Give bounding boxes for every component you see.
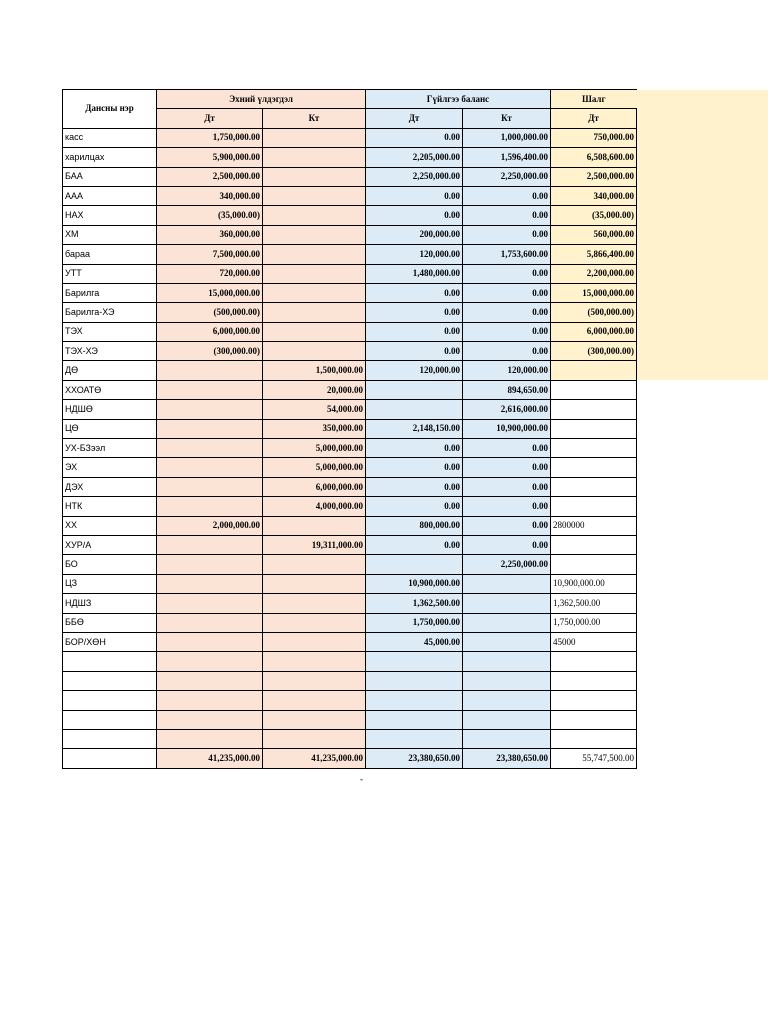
turnover-dt-cell[interactable]: 0.00 — [366, 497, 463, 516]
table-row — [63, 400, 637, 419]
opening-dt-cell[interactable]: 7,500,000.00 — [157, 245, 263, 264]
opening-kt-cell[interactable]: 5,000,000.00 — [263, 439, 366, 458]
closing-dt-cell[interactable] — [551, 710, 637, 729]
turnover-kt-cell[interactable]: 1,596,400.00 — [463, 148, 551, 167]
turnover-kt-cell[interactable] — [463, 652, 551, 671]
closing-dt-cell[interactable] — [551, 477, 637, 496]
closing-dt-cell[interactable]: (500,000.00) — [551, 303, 637, 322]
turnover-kt-cell[interactable]: 0.00 — [463, 458, 551, 477]
account-name-cell[interactable] — [63, 671, 157, 690]
account-name-cell[interactable]: ХХ — [63, 516, 157, 535]
closing-dt-cell[interactable] — [551, 729, 637, 748]
opening-kt-cell[interactable] — [263, 632, 366, 651]
closing-dt-cell[interactable]: 560,000.00 — [551, 225, 637, 244]
turnover-dt-cell[interactable]: 0.00 — [366, 439, 463, 458]
account-name-cell[interactable]: харилцах — [63, 148, 157, 167]
header-row-groups — [63, 90, 637, 109]
table-row — [63, 458, 637, 477]
closing-dt-cell[interactable]: 5,866,400.00 — [551, 245, 637, 264]
turnover-kt-cell[interactable]: 0.00 — [463, 322, 551, 341]
opening-kt-header[interactable]: Кт — [263, 109, 366, 128]
table-row — [63, 516, 637, 535]
turnover-kt-cell[interactable]: 2,250,000.00 — [463, 167, 551, 186]
turnover-kt-cell[interactable] — [463, 691, 551, 710]
table-row — [63, 322, 637, 341]
opening-kt-cell[interactable] — [263, 516, 366, 535]
table-row — [63, 613, 637, 632]
opening-dt-cell[interactable] — [157, 594, 263, 613]
table-row — [63, 225, 637, 244]
totals-label-cell[interactable] — [63, 749, 157, 768]
closing-dt-cell[interactable]: 1,362,500.00 — [551, 594, 637, 613]
opening-dt-cell[interactable] — [157, 361, 263, 380]
opening-kt-cell[interactable] — [263, 264, 366, 283]
opening-kt-cell[interactable] — [263, 283, 366, 302]
turnover-dt-cell[interactable]: 0.00 — [366, 342, 463, 361]
totals-row — [63, 749, 637, 768]
opening-dt-cell[interactable] — [157, 632, 263, 651]
opening-balance-header[interactable]: Эхний үлдэгдэл — [157, 90, 366, 109]
opening-kt-cell[interactable] — [263, 671, 366, 690]
opening-dt-cell[interactable] — [157, 729, 263, 748]
table-row — [63, 167, 637, 186]
opening-kt-cell[interactable] — [263, 206, 366, 225]
turnover-kt-cell[interactable] — [463, 729, 551, 748]
turnover-dt-cell[interactable]: 1,362,500.00 — [366, 594, 463, 613]
turnover-dt-cell[interactable]: 0.00 — [366, 283, 463, 302]
opening-dt-cell[interactable] — [157, 555, 263, 574]
closing-dt-cell[interactable] — [551, 439, 637, 458]
closing-dt-cell[interactable] — [551, 419, 637, 438]
opening-kt-cell[interactable] — [263, 594, 366, 613]
opening-dt-cell[interactable] — [157, 574, 263, 593]
account-name-cell[interactable]: ДӨ — [63, 361, 157, 380]
table-row — [63, 632, 637, 651]
opening-dt-cell[interactable]: (300,000.00) — [157, 342, 263, 361]
opening-dt-cell[interactable]: 2,500,000.00 — [157, 167, 263, 186]
turnover-dt-cell[interactable]: 0.00 — [366, 477, 463, 496]
table-row — [63, 439, 637, 458]
table-row — [63, 283, 637, 302]
closing-dt-cell[interactable] — [551, 361, 637, 380]
turnover-kt-cell[interactable]: 0.00 — [463, 342, 551, 361]
closing-header[interactable]: Шалг — [551, 90, 637, 109]
total-turnover-dt[interactable]: 23,380,650.00 — [366, 749, 463, 768]
turnover-dt-cell[interactable] — [366, 652, 463, 671]
turnover-kt-cell[interactable] — [463, 671, 551, 690]
opening-dt-cell[interactable] — [157, 477, 263, 496]
table-row — [63, 555, 637, 574]
account-name-cell[interactable]: касс — [63, 128, 157, 147]
table-row — [63, 206, 637, 225]
turnover-header[interactable]: Гүйлгээ баланс — [366, 90, 551, 109]
opening-dt-header[interactable]: Дт — [157, 109, 263, 128]
table-row — [63, 710, 637, 729]
table-row — [63, 361, 637, 380]
table-row — [63, 342, 637, 361]
opening-dt-cell[interactable] — [157, 439, 263, 458]
turnover-dt-cell[interactable] — [366, 729, 463, 748]
turnover-kt-cell[interactable]: 0.00 — [463, 206, 551, 225]
account-name-cell[interactable]: ЦЗ — [63, 574, 157, 593]
turnover-kt-cell[interactable] — [463, 594, 551, 613]
turnover-dt-cell[interactable]: 0.00 — [366, 206, 463, 225]
turnover-kt-cell[interactable]: 2,250,000.00 — [463, 555, 551, 574]
turnover-kt-cell[interactable]: 0.00 — [463, 535, 551, 554]
opening-kt-cell[interactable] — [263, 342, 366, 361]
opening-kt-cell[interactable] — [263, 322, 366, 341]
table-row — [63, 128, 637, 147]
opening-dt-cell[interactable]: 340,000.00 — [157, 186, 263, 205]
opening-dt-cell[interactable]: (35,000.00) — [157, 206, 263, 225]
closing-dt-cell[interactable]: (300,000.00) — [551, 342, 637, 361]
total-opening-kt[interactable]: 41,235,000.00 — [263, 749, 366, 768]
turnover-dt-cell[interactable] — [366, 555, 463, 574]
turnover-kt-cell[interactable] — [463, 710, 551, 729]
closing-dt-cell[interactable] — [551, 380, 637, 399]
table-row — [63, 671, 637, 690]
turnover-dt-cell[interactable]: 800,000.00 — [366, 516, 463, 535]
closing-dt-cell[interactable]: 2,200,000.00 — [551, 264, 637, 283]
turnover-dt-cell[interactable] — [366, 380, 463, 399]
closing-dt-cell[interactable] — [551, 691, 637, 710]
turnover-dt-cell[interactable]: 120,000.00 — [366, 361, 463, 380]
table-row — [63, 652, 637, 671]
account-name-cell[interactable]: УТТ — [63, 264, 157, 283]
opening-kt-cell[interactable] — [263, 652, 366, 671]
turnover-dt-cell[interactable]: 2,148,150.00 — [366, 419, 463, 438]
opening-dt-cell[interactable]: 2,000,000.00 — [157, 516, 263, 535]
opening-kt-cell[interactable] — [263, 167, 366, 186]
turnover-kt-cell[interactable]: 10,900,000.00 — [463, 419, 551, 438]
account-name-cell[interactable]: ББӨ — [63, 613, 157, 632]
closing-dt-header[interactable]: Дт — [551, 109, 637, 128]
closing-dt-cell[interactable]: (35,000.00) — [551, 206, 637, 225]
table-row — [63, 477, 637, 496]
footnote-dash: - — [360, 774, 363, 784]
turnover-kt-cell[interactable]: 0.00 — [463, 439, 551, 458]
account-name-cell[interactable]: ХХОАТӨ — [63, 380, 157, 399]
opening-dt-cell[interactable] — [157, 458, 263, 477]
table-row — [63, 303, 637, 322]
turnover-kt-cell[interactable] — [463, 632, 551, 651]
account-name-cell[interactable] — [63, 691, 157, 710]
account-name-cell[interactable]: ХМ — [63, 225, 157, 244]
turnover-dt-cell[interactable]: 10,900,000.00 — [366, 574, 463, 593]
turnover-kt-cell[interactable]: 894,650.00 — [463, 380, 551, 399]
turnover-dt-cell[interactable]: 0.00 — [366, 186, 463, 205]
account-name-cell[interactable]: БАА — [63, 167, 157, 186]
turnover-kt-cell[interactable]: 0.00 — [463, 264, 551, 283]
account-name-cell[interactable] — [63, 729, 157, 748]
table-row — [63, 148, 637, 167]
opening-kt-cell[interactable]: 4,000,000.00 — [263, 497, 366, 516]
turnover-dt-cell[interactable]: 0.00 — [366, 322, 463, 341]
turnover-kt-cell[interactable] — [463, 574, 551, 593]
closing-dt-cell[interactable]: 45000 — [551, 632, 637, 651]
opening-kt-cell[interactable] — [263, 710, 366, 729]
table-row — [63, 535, 637, 554]
account-name-cell[interactable]: НАХ — [63, 206, 157, 225]
trial-balance-table — [62, 89, 637, 769]
turnover-kt-cell[interactable]: 0.00 — [463, 477, 551, 496]
turnover-dt-cell[interactable] — [366, 400, 463, 419]
opening-kt-cell[interactable]: 54,000.00 — [263, 400, 366, 419]
turnover-kt-header[interactable]: Кт — [463, 109, 551, 128]
turnover-kt-cell[interactable]: 0.00 — [463, 303, 551, 322]
turnover-dt-cell[interactable] — [366, 671, 463, 690]
account-name-cell[interactable]: УХ-БЗээл — [63, 439, 157, 458]
turnover-kt-cell[interactable]: 0.00 — [463, 186, 551, 205]
closing-dt-cell[interactable]: 6,508,600.00 — [551, 148, 637, 167]
account-name-header[interactable]: Дансны нэр — [63, 90, 157, 129]
closing-dt-cell[interactable] — [551, 535, 637, 554]
opening-dt-cell[interactable] — [157, 710, 263, 729]
opening-kt-cell[interactable] — [263, 574, 366, 593]
turnover-dt-cell[interactable]: 45,000.00 — [366, 632, 463, 651]
account-name-cell[interactable] — [63, 652, 157, 671]
opening-kt-cell[interactable] — [263, 555, 366, 574]
total-closing-dt[interactable]: 55,747,500.00 — [551, 749, 637, 768]
closing-dt-cell[interactable]: 6,000,000.00 — [551, 322, 637, 341]
total-opening-dt[interactable]: 41,235,000.00 — [157, 749, 263, 768]
account-name-cell[interactable]: НДШЗ — [63, 594, 157, 613]
account-name-cell[interactable]: ХУР/А — [63, 535, 157, 554]
turnover-dt-cell[interactable]: 1,480,000.00 — [366, 264, 463, 283]
opening-kt-cell[interactable]: 5,000,000.00 — [263, 458, 366, 477]
closing-dt-cell[interactable]: 1,750,000.00 — [551, 613, 637, 632]
closing-dt-cell[interactable] — [551, 652, 637, 671]
opening-dt-cell[interactable]: 360,000.00 — [157, 225, 263, 244]
turnover-kt-cell[interactable]: 0.00 — [463, 516, 551, 535]
closing-dt-cell[interactable] — [551, 400, 637, 419]
turnover-dt-cell[interactable]: 2,205,000.00 — [366, 148, 463, 167]
account-name-cell[interactable]: НТК — [63, 497, 157, 516]
turnover-kt-cell[interactable]: 0.00 — [463, 497, 551, 516]
account-name-cell[interactable]: Барилга-ХЭ — [63, 303, 157, 322]
closing-dt-cell[interactable]: 340,000.00 — [551, 186, 637, 205]
turnover-kt-cell[interactable]: 0.00 — [463, 225, 551, 244]
turnover-dt-cell[interactable]: 0.00 — [366, 458, 463, 477]
opening-kt-cell[interactable]: 19,311,000.00 — [263, 535, 366, 554]
opening-kt-cell[interactable] — [263, 245, 366, 264]
opening-dt-cell[interactable] — [157, 380, 263, 399]
turnover-dt-cell[interactable]: 0.00 — [366, 303, 463, 322]
opening-dt-cell[interactable]: 6,000,000.00 — [157, 322, 263, 341]
opening-dt-cell[interactable] — [157, 400, 263, 419]
account-name-cell[interactable]: БОР/ХӨН — [63, 632, 157, 651]
table-row — [63, 264, 637, 283]
opening-dt-cell[interactable] — [157, 497, 263, 516]
opening-dt-cell[interactable]: 15,000,000.00 — [157, 283, 263, 302]
opening-kt-cell[interactable] — [263, 186, 366, 205]
table-row — [63, 419, 637, 438]
table-row — [63, 186, 637, 205]
closing-dt-cell[interactable] — [551, 555, 637, 574]
opening-dt-cell[interactable] — [157, 671, 263, 690]
closing-dt-cell[interactable]: 2800000 — [551, 516, 637, 535]
opening-dt-cell[interactable] — [157, 535, 263, 554]
account-name-cell[interactable]: Барилга — [63, 283, 157, 302]
opening-dt-cell[interactable] — [157, 652, 263, 671]
opening-kt-cell[interactable]: 1,500,000.00 — [263, 361, 366, 380]
account-name-cell[interactable]: БО — [63, 555, 157, 574]
turnover-dt-cell[interactable]: 120,000.00 — [366, 245, 463, 264]
opening-dt-cell[interactable]: (500,000.00) — [157, 303, 263, 322]
opening-kt-cell[interactable]: 20,000.00 — [263, 380, 366, 399]
table-row — [63, 380, 637, 399]
closing-dt-cell[interactable] — [551, 497, 637, 516]
table-row — [63, 497, 637, 516]
opening-dt-cell[interactable] — [157, 613, 263, 632]
turnover-kt-cell[interactable]: 2,616,000.00 — [463, 400, 551, 419]
account-name-cell[interactable]: ТЭХ-ХЭ — [63, 342, 157, 361]
turnover-kt-cell[interactable]: 1,753,600.00 — [463, 245, 551, 264]
closing-dt-cell[interactable]: 10,900,000.00 — [551, 574, 637, 593]
account-name-cell[interactable]: ДЭХ — [63, 477, 157, 496]
opening-kt-cell[interactable]: 350,000.00 — [263, 419, 366, 438]
opening-kt-cell[interactable] — [263, 691, 366, 710]
turnover-dt-cell[interactable]: 0.00 — [366, 535, 463, 554]
table-row — [63, 691, 637, 710]
closing-dt-cell[interactable]: 750,000.00 — [551, 128, 637, 147]
turnover-kt-cell[interactable] — [463, 613, 551, 632]
opening-dt-cell[interactable]: 1,750,000.00 — [157, 128, 263, 147]
turnover-dt-cell[interactable]: 2,250,000.00 — [366, 167, 463, 186]
opening-dt-cell[interactable] — [157, 419, 263, 438]
account-name-cell[interactable]: ЭХ — [63, 458, 157, 477]
table-row — [63, 729, 637, 748]
turnover-kt-cell[interactable]: 1,000,000.00 — [463, 128, 551, 147]
opening-kt-cell[interactable] — [263, 613, 366, 632]
turnover-kt-cell[interactable]: 0.00 — [463, 283, 551, 302]
turnover-dt-cell[interactable]: 1,750,000.00 — [366, 613, 463, 632]
opening-kt-cell[interactable] — [263, 225, 366, 244]
turnover-kt-cell[interactable]: 120,000.00 — [463, 361, 551, 380]
table-row — [63, 245, 637, 264]
turnover-dt-cell[interactable]: 200,000.00 — [366, 225, 463, 244]
opening-kt-cell[interactable] — [263, 303, 366, 322]
turnover-dt-cell[interactable]: 0.00 — [366, 128, 463, 147]
closing-dt-cell[interactable]: 15,000,000.00 — [551, 283, 637, 302]
opening-dt-cell[interactable]: 5,900,000.00 — [157, 148, 263, 167]
closing-dt-cell[interactable] — [551, 458, 637, 477]
turnover-dt-cell[interactable] — [366, 710, 463, 729]
opening-kt-cell[interactable] — [263, 148, 366, 167]
closing-dt-cell[interactable]: 2,500,000.00 — [551, 167, 637, 186]
account-name-cell[interactable] — [63, 710, 157, 729]
opening-dt-cell[interactable]: 720,000.00 — [157, 264, 263, 283]
table-body — [63, 128, 637, 749]
table-row — [63, 594, 637, 613]
opening-dt-cell[interactable] — [157, 691, 263, 710]
account-name-cell[interactable]: ТЭХ — [63, 322, 157, 341]
opening-kt-cell[interactable]: 6,000,000.00 — [263, 477, 366, 496]
turnover-dt-cell[interactable] — [366, 691, 463, 710]
turnover-dt-header[interactable]: Дт — [366, 109, 463, 128]
total-turnover-kt[interactable]: 23,380,650.00 — [463, 749, 551, 768]
table-row — [63, 574, 637, 593]
opening-kt-cell[interactable] — [263, 128, 366, 147]
account-name-cell[interactable]: ААА — [63, 186, 157, 205]
closing-dt-cell[interactable] — [551, 671, 637, 690]
account-name-cell[interactable]: НДШӨ — [63, 400, 157, 419]
account-name-cell[interactable]: бараа — [63, 245, 157, 264]
opening-kt-cell[interactable] — [263, 729, 366, 748]
account-name-cell[interactable]: ЦӨ — [63, 419, 157, 438]
